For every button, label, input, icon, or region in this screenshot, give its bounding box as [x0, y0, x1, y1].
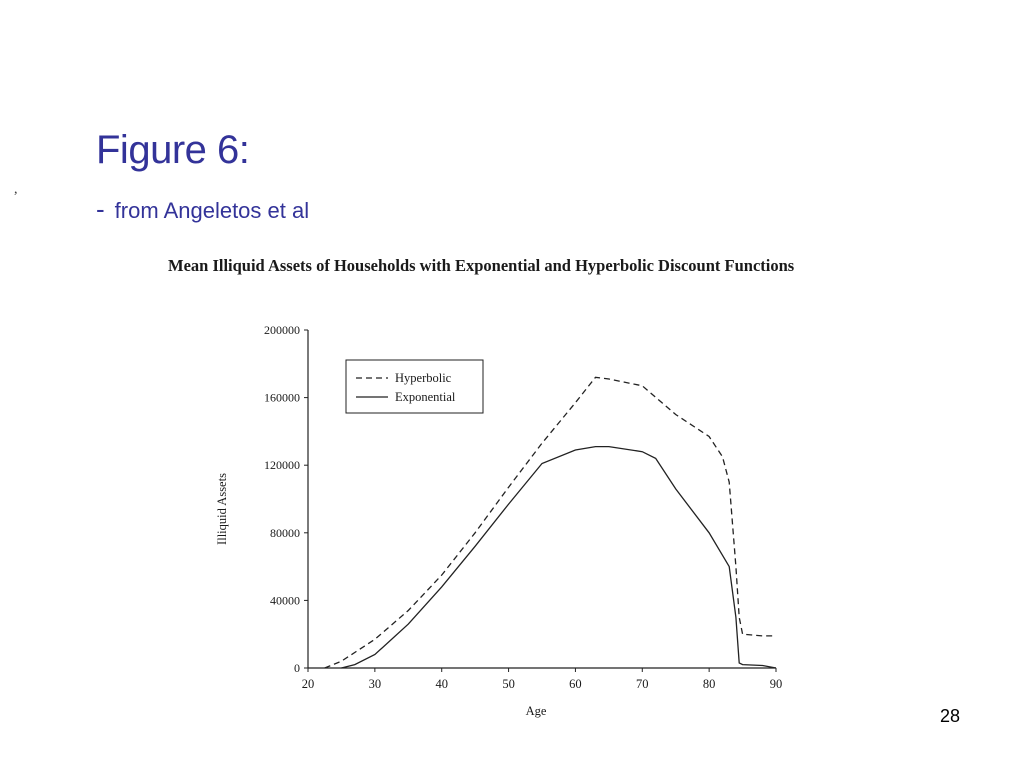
page-number: 28: [940, 706, 961, 726]
y-axis-label: Illiquid Assets: [215, 473, 229, 545]
x-tick-label: 50: [502, 677, 515, 691]
slide-title: Figure 6:: [96, 128, 250, 172]
x-tick-label: 30: [368, 677, 382, 691]
subtitle-bullet: -: [96, 194, 105, 224]
legend-label-exponential: Exponential: [395, 390, 456, 404]
y-tick-label: 80000: [270, 525, 300, 540]
stray-mark: ,: [14, 182, 18, 197]
x-tick-label: 20: [301, 677, 315, 691]
y-tick-label: 40000: [270, 593, 300, 608]
y-tick-label: 0: [294, 661, 300, 675]
legend-box: [346, 360, 483, 413]
x-tick-label: 80: [702, 677, 716, 691]
line-chart: [200, 310, 800, 730]
y-tick-label: 200000: [264, 323, 300, 337]
x-axis-label: Age: [525, 704, 547, 718]
y-tick-label: 160000: [264, 390, 300, 405]
legend-label-hyperbolic: Hyperbolic: [395, 371, 452, 385]
chart-title: Mean Illiquid Assets of Households with Exponential and Hyperbolic Discount Functions: [168, 256, 795, 275]
x-tick-label: 90: [769, 677, 783, 691]
subtitle-text: from Angeletos et al: [114, 198, 310, 223]
x-tick-label: 40: [435, 677, 448, 691]
x-tick-label: 60: [569, 677, 582, 691]
series-line-hyperbolic: [325, 377, 776, 668]
slide-subtitle: [96, 194, 309, 225]
series-line-exponential: [341, 447, 776, 668]
y-tick-label: 120000: [264, 458, 300, 473]
x-tick-label: 70: [636, 677, 649, 691]
